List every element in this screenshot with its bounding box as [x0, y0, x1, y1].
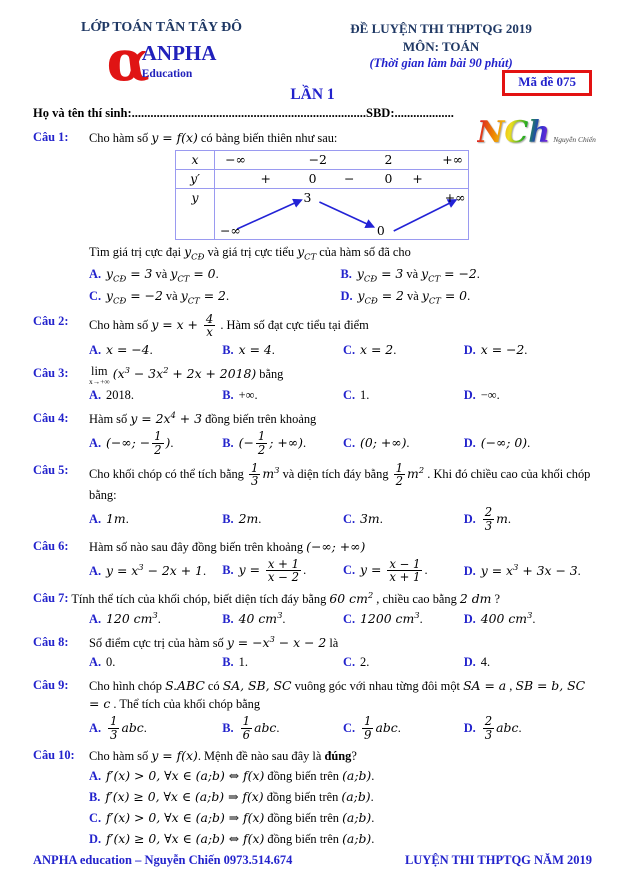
q8-option-d: D. 4.: [463, 655, 491, 670]
q7-option-b: B. 40 $cm^3$.: [222, 609, 286, 626]
footer: [33, 852, 592, 869]
q10-option-c: C. f′(x) > 0, ∀x ∈ (a;b) ⇒ f(x) đồng biến trên (a;b).: [89, 810, 375, 826]
student-name-dots: ...........................................................................: [131, 106, 367, 121]
question-1-options: [89, 265, 592, 307]
question-5-label: Câu 5:: [33, 462, 69, 477]
q4-option-a: A. (−∞; − $\frac{1}{2}$ ).: [89, 429, 174, 457]
sbd-dots: ...................: [394, 106, 454, 121]
question-1: [33, 129, 592, 307]
exam-title: ĐỀ LUYỆN THI THPTQG 2019: [350, 21, 532, 36]
q7-option-c: C. 1200 $cm^3$.: [343, 609, 423, 626]
question-1-prompt2: Tìm giá trị cực đại $y_{CĐ}$ và giá trị cực tiểu $y_{CT}$ của hàm số đã cho: [89, 243, 411, 262]
question-6-text: Hàm số nào sau đây đồng biến trên khoảng (−∞; +∞): [89, 538, 366, 554]
yprime-row-label: y′: [176, 170, 215, 188]
question-6-options: [89, 558, 592, 583]
q6-option-b: B. y = $\frac{x + 1}{x - 2}$ .: [222, 556, 307, 585]
nch-logo: [477, 115, 597, 150]
q5-option-b: B. 2m.: [222, 511, 262, 527]
question-1-text: Cho hàm số y = f(x) có bảng biến thiên như sau:: [89, 129, 338, 145]
x-row-label: x: [176, 151, 215, 169]
q6-option-d: D. $y = x^3 + 3x - 3$.: [463, 561, 581, 578]
student-info-line: [33, 105, 465, 122]
anpha-logo: [33, 28, 290, 95]
question-7: [33, 589, 592, 627]
question-9-label: Câu 9:: [33, 678, 69, 693]
q3-option-a: A. 2018.: [89, 387, 134, 402]
question-7-label: Câu 7:: [33, 591, 69, 606]
question-9-text: Cho hình chóp S.ABC có SA, SB, SC vuông góc với nhau từng đôi một SA = a , SB = b, SC = c . Thể tích của khối chóp bằng: [89, 678, 586, 712]
q10-option-b: B. f′(x) ≥ 0, ∀x ∈ (a;b) ⇒ f(x) đồng biến trên (a;b).: [89, 789, 374, 805]
q9-option-d: D. $\frac{2}{3}$ abc.: [463, 714, 522, 742]
footer-left: ANPHA education – Nguyễn Chiến 0973.514.674: [33, 852, 293, 867]
question-8-text: Số điểm cực trị của hàm số $y = -x^3 - x - 2$ là: [89, 633, 339, 650]
q10-option-d: D. f′(x) ≥ 0, ∀x ∈ (a;b) ⇔ f(x) đồng biến trên (a;b).: [89, 831, 375, 847]
q5-option-c: C. 3m.: [343, 511, 383, 527]
header-left: [33, 18, 290, 95]
q6-option-c: C. y = $\frac{x - 1}{x + 1}$ .: [343, 556, 428, 585]
q3-option-b: B. +∞.: [222, 387, 258, 402]
question-8-label: Câu 8:: [33, 634, 69, 649]
variation-table: [175, 150, 469, 240]
q9-option-c: C. $\frac{1}{9}$ abc.: [343, 714, 401, 742]
alpha-logo-icon: α: [106, 28, 150, 95]
q1-option-a: A. $y_{CĐ} = 3$ và $y_{CT} = 0$.: [89, 265, 219, 284]
question-4-text: Hàm số $y = 2x^4 + 3$ đồng biến trên khoảng: [89, 410, 317, 427]
question-8: [33, 634, 592, 671]
question-3-label: Câu 3:: [33, 365, 69, 380]
exam-subject: MÔN: TOÁN: [402, 38, 480, 54]
question-1-body: [89, 129, 592, 307]
q3-option-d: D. −∞.: [463, 387, 500, 402]
question-2-text: Cho hàm số y = x + $\frac{4}{x}$ . Hàm số đạt cực tiểu tại điểm: [89, 312, 369, 340]
q2-option-d: D. x = −2.: [463, 341, 528, 357]
q10-option-a: A. f′(x) > 0, ∀x ∈ (a;b) ⇔ f(x) đồng biến trên (a;b).: [89, 768, 375, 783]
variation-arrows-icon: [215, 189, 468, 239]
question-10-label: Câu 10:: [33, 747, 75, 762]
variation-table-yprime-row: y′ + 0 − 0 +: [176, 170, 468, 189]
question-9: [33, 677, 592, 741]
question-2: [33, 313, 592, 359]
q8-option-b: B. 1.: [222, 655, 248, 670]
footer-right: LUYỆN THI THPTQG NĂM 2019: [404, 852, 592, 867]
nch-logo-icon: NCh: [477, 115, 551, 150]
question-3-text: lim x→+∞ $(x^3 - 3x^2 + 2x + 2018)$ bằng: [89, 364, 284, 386]
question-1-label: Câu 1:: [33, 129, 69, 144]
q2-option-b: B. x = 4.: [222, 341, 275, 357]
q4-option-b: B. (− $\frac{1}{2}$ ; +∞).: [222, 429, 307, 457]
y-row-label: y: [176, 189, 215, 239]
question-2-label: Câu 2:: [33, 314, 69, 329]
question-5-text: Cho khối chóp có thể tích bằng $\frac{1}{3}$ $m^3$ và diện tích đáy bằng $\frac{1}{2}$ $m^2$ . Khi đó chiều cao của khối chóp bằng:: [89, 460, 591, 503]
q9-option-b: B. $\frac{1}{6}$ abc.: [222, 714, 280, 742]
question-6-label: Câu 6:: [33, 538, 69, 553]
question-10-options: [89, 767, 592, 848]
question-8-options: [89, 654, 592, 671]
question-9-options: [89, 715, 592, 740]
variation-table-x-row: x −∞ −2 2 +∞: [176, 151, 468, 170]
nch-logo-caption: Nguyễn Chiến: [553, 135, 596, 144]
question-2-options: [89, 341, 592, 359]
student-name-label: Họ và tên thí sinh:: [33, 106, 132, 121]
question-4: [33, 410, 592, 456]
question-6: [33, 538, 592, 584]
q1-option-b: B. $y_{CĐ} = 3$ và $y_{CT} = -2$.: [340, 265, 480, 284]
question-7-text: Câu 7: Tính thể tích của khối chóp, biết diện tích đáy bằng 60 $cm^2$ , chiều cao bằng 2 dm ?: [33, 589, 501, 606]
question-7-options: [89, 610, 592, 628]
question-4-label: Câu 4:: [33, 411, 69, 426]
q4-option-d: D. (−∞; 0).: [463, 434, 531, 450]
variation-table-y-row: y −∞ 3 0 +∞: [176, 189, 468, 239]
q7-option-d: D. 400 $cm^3$.: [463, 609, 536, 626]
question-3: [33, 365, 592, 404]
q6-option-a: A. $y = x^3 - 2x + 1$.: [89, 561, 207, 578]
logo-name: ANPHA: [141, 41, 217, 66]
q7-option-a: A. 120 $cm^3$.: [89, 609, 161, 626]
question-10: [33, 747, 592, 849]
logo-text: [142, 43, 217, 82]
exam-duration: (Thời gian làm bài 90 phút): [369, 56, 513, 71]
q2-option-c: C. x = 2.: [343, 341, 397, 357]
q1-option-d: D. $y_{CĐ} = 2$ và $y_{CT} = 0$.: [340, 288, 471, 306]
class-name: LỚP TOÁN TÂN TÂY ĐÔ: [81, 20, 243, 35]
sbd-label: SBD:: [366, 106, 395, 121]
exam-code-badge: Mã đề 075: [502, 70, 592, 96]
q5-option-a: A. 1m.: [89, 511, 129, 527]
q8-option-c: C. 2.: [343, 655, 370, 670]
question-5-options: [89, 506, 592, 531]
q3-option-c: C. 1.: [343, 387, 370, 402]
question-10-text: Cho hàm số y = f(x). Mệnh đề nào sau đây là đúng?: [89, 747, 357, 763]
question-4-options: [89, 430, 592, 455]
round-title: LẦN 1: [290, 86, 335, 104]
question-3-options: [89, 387, 592, 404]
q5-option-d: D. $\frac{2}{3}$ m.: [463, 505, 512, 533]
q4-option-c: C. (0; +∞).: [343, 434, 410, 450]
logo-subtitle: Education: [141, 68, 193, 81]
q2-option-a: A. x = −4.: [89, 341, 153, 357]
question-5: [33, 462, 592, 532]
q9-option-a: A. $\frac{1}{3}$ abc.: [89, 714, 147, 742]
q1-option-c: C. $y_{CĐ} = -2$ và $y_{CT} = 2$.: [89, 288, 230, 306]
q8-option-a: A. 0.: [89, 655, 116, 670]
